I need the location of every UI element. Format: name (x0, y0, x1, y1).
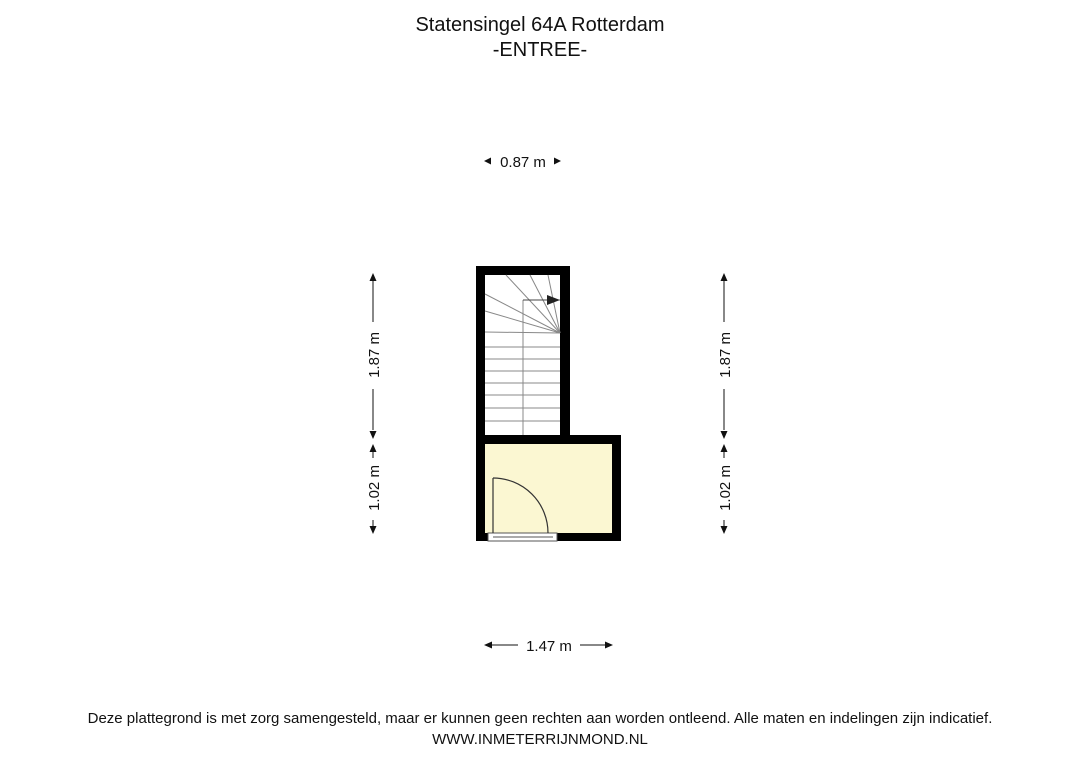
dim-left-upper-label: 1.87 m (366, 332, 383, 378)
dim-arrow-left (484, 158, 491, 165)
dim-top-width-label: 0.87 m (500, 154, 546, 171)
door-threshold (488, 533, 557, 541)
dimension-left (366, 273, 383, 534)
dim-right-lower-label: 1.02 m (717, 465, 734, 511)
dim-left-lower-label: 1.02 m (366, 465, 383, 511)
footer-url: WWW.INMETERRIJNMOND.NL (432, 731, 648, 748)
wall-top (476, 266, 570, 275)
dimension-right (717, 273, 734, 534)
wall-left (476, 266, 485, 541)
wall-bottom-right (557, 533, 621, 541)
plan-title: Statensingel 64A Rotterdam (415, 14, 665, 36)
wall-bottom-left (476, 533, 488, 541)
footer-disclaimer: Deze plattegrond is met zorg samengesteld, maar er kunnen geen rechten aan worden ontleend. Alle maten en indelingen zijn indicatief. (87, 710, 993, 727)
plan-subtitle: -ENTREE- (492, 39, 588, 61)
dim-right-upper-label: 1.87 m (717, 332, 734, 378)
entry-room-floor (484, 444, 612, 534)
dim-arrow-right (554, 158, 561, 165)
wall-room-right (612, 435, 621, 541)
dimension-bottom-width (484, 638, 613, 655)
wall-stair-bottom (476, 435, 570, 444)
wall-stair-right (560, 266, 570, 444)
dim-bottom-width-label: 1.47 m (526, 638, 572, 655)
dimension-top-width (484, 154, 561, 171)
